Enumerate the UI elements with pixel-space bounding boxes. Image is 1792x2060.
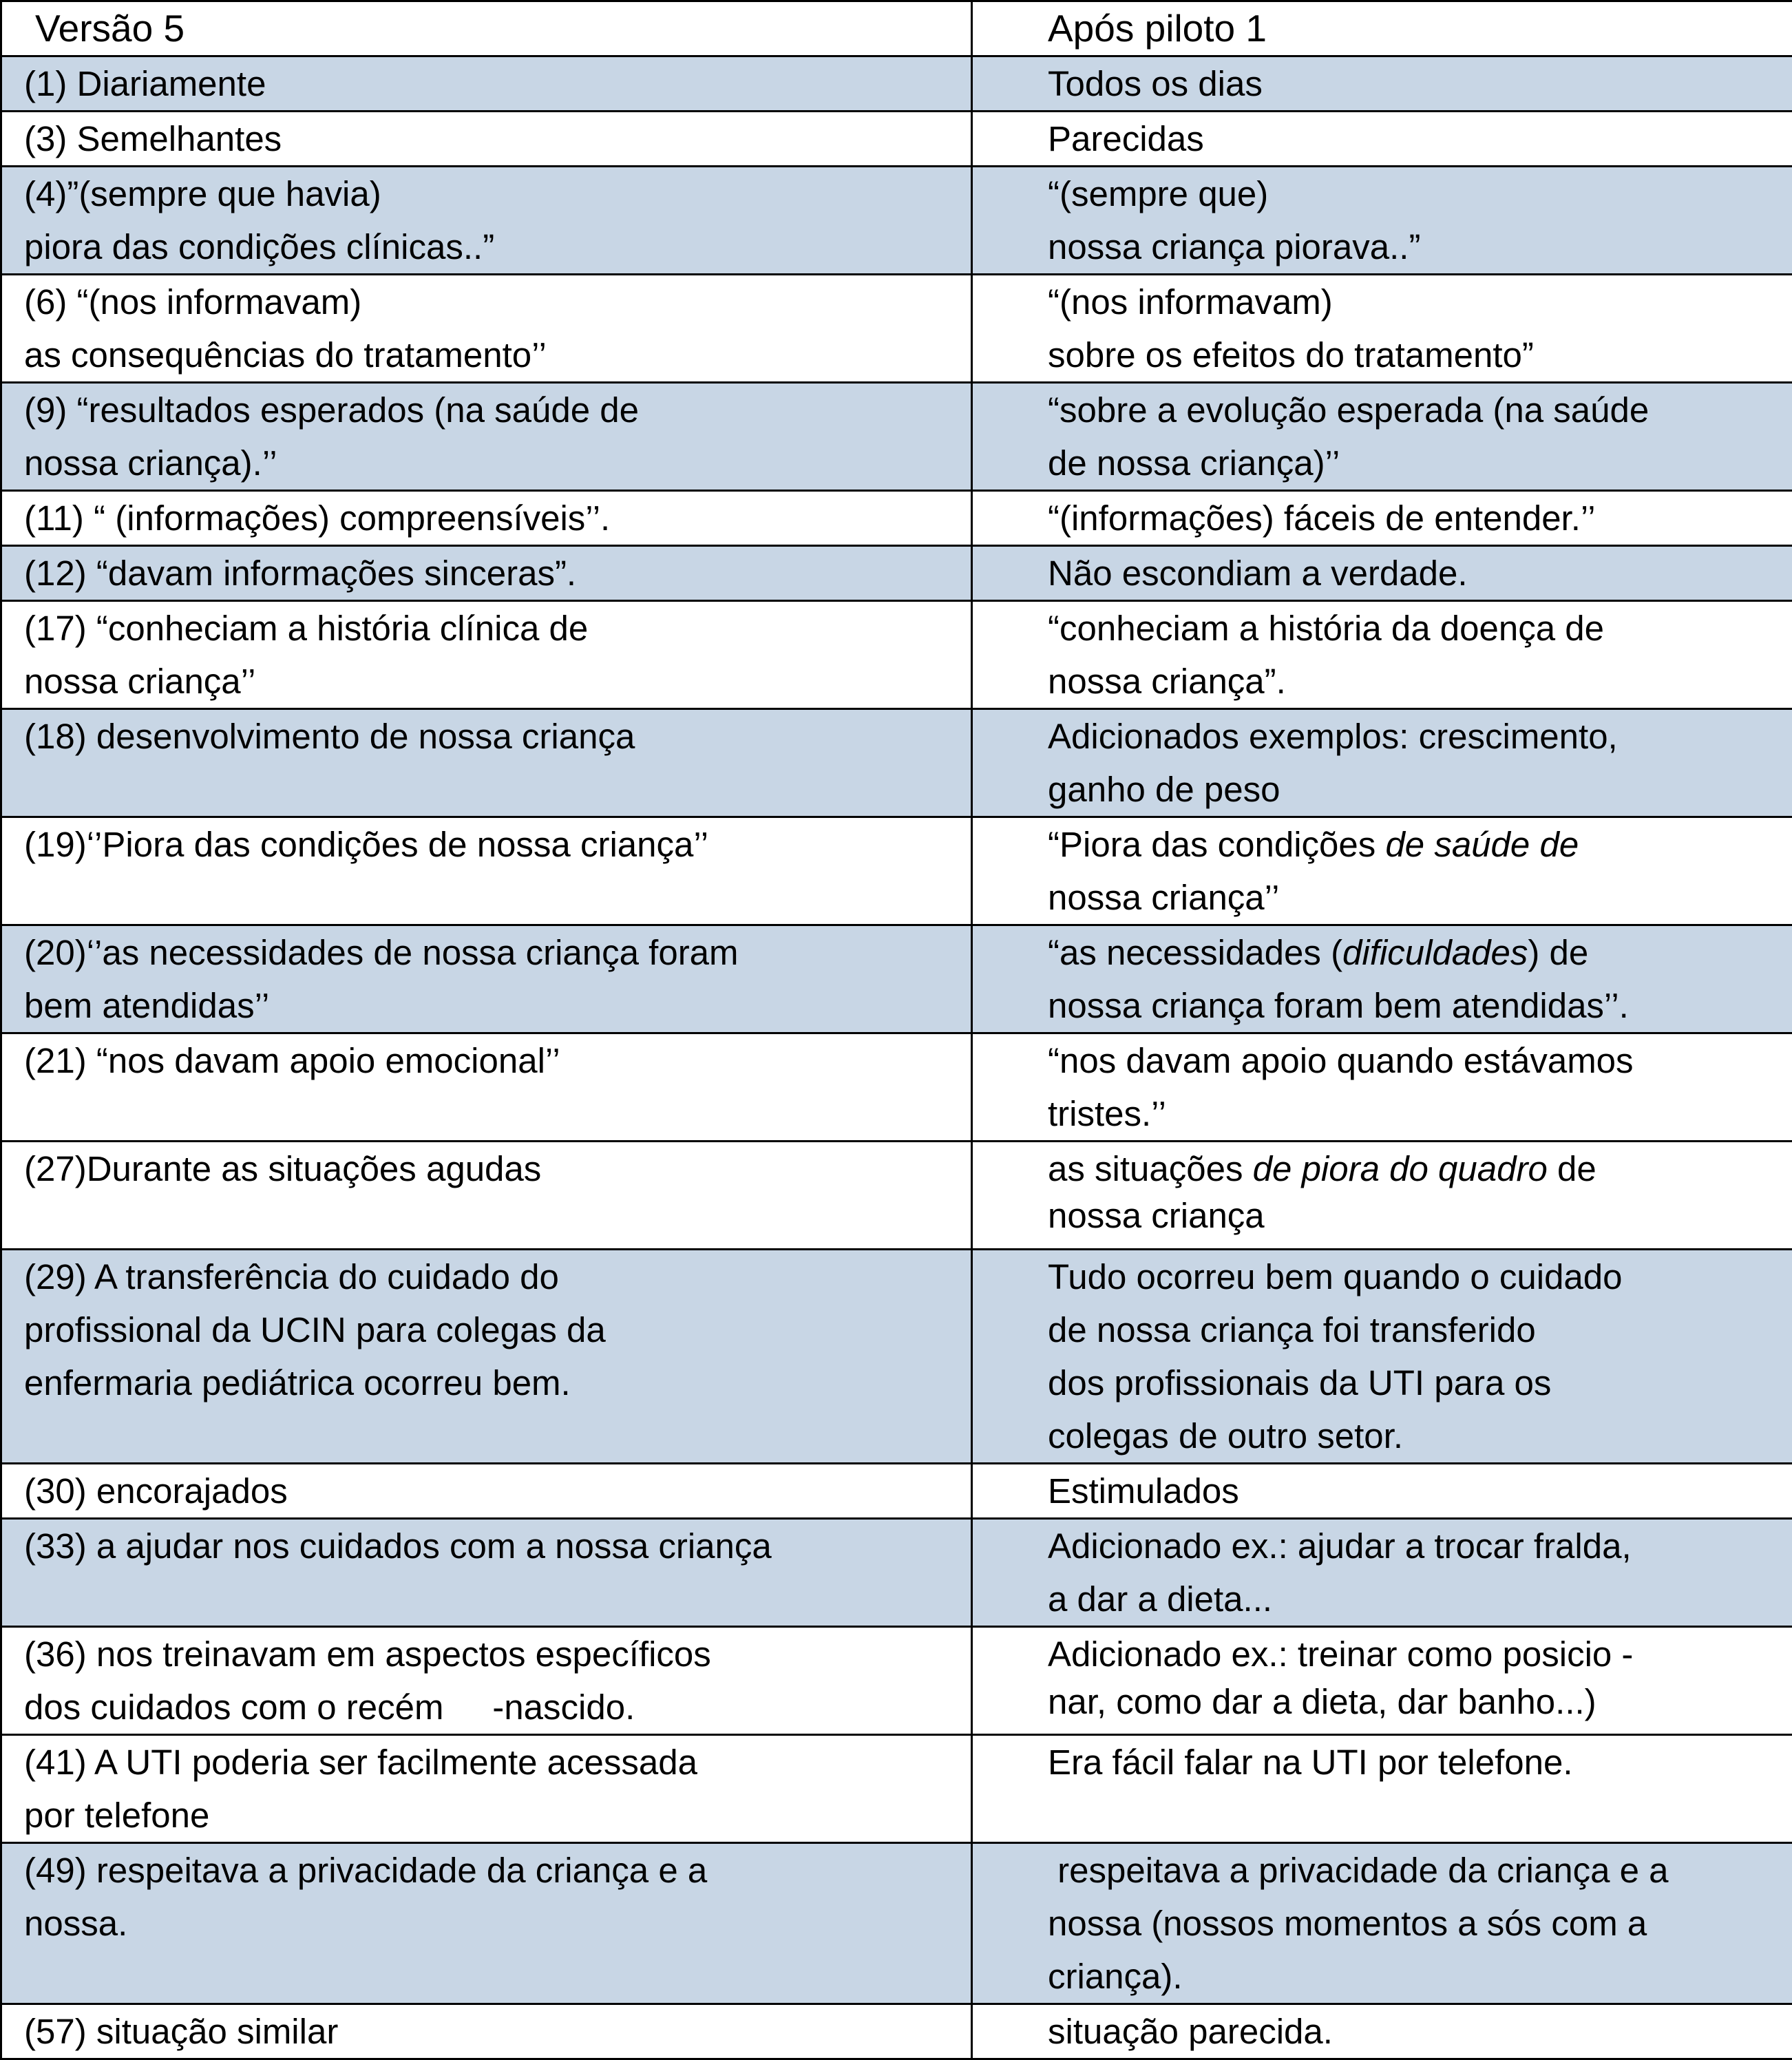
text-run: nossa criança’’ <box>1048 878 1279 917</box>
text-run: “(sempre que) <box>1048 174 1268 213</box>
cell-text <box>1048 655 1785 708</box>
cell-text <box>1048 1897 1785 1950</box>
table-row <box>1 1250 1792 1464</box>
cell-text: (19)‘’Piora das condições de nossa criança’’ <box>24 818 964 871</box>
after-pilot-cell <box>972 2004 1792 2059</box>
after-pilot-cell <box>972 383 1792 491</box>
text-run: dos profissionais da UTI para os <box>1048 1363 1551 1402</box>
table-row <box>1 1033 1792 1142</box>
cell-text: (33) a ajudar nos cuidados com a nossa criança <box>24 1520 964 1573</box>
cell-text <box>1048 1195 1785 1237</box>
text-run: “nos davam apoio quando estávamos <box>1048 1041 1634 1080</box>
table-row <box>1 383 1792 491</box>
after-pilot-cell <box>972 56 1792 112</box>
text-run: “(informações) fáceis de entender.’’ <box>1048 498 1596 538</box>
version-5-cell <box>1 275 972 383</box>
version-5-cell <box>1 1250 972 1464</box>
cell-text <box>1048 871 1785 924</box>
table-row <box>1 817 1792 925</box>
table-row <box>1 546 1792 601</box>
table-row <box>1 112 1792 167</box>
table-row <box>1 925 1792 1033</box>
cell-text <box>1048 1844 1785 1897</box>
cell-text <box>1048 1464 1785 1517</box>
version-5-cell <box>1 1464 972 1519</box>
text-run: de nossa criança)’’ <box>1048 443 1340 483</box>
text-run: nossa criança piorava..” <box>1048 227 1420 266</box>
version-5-cell <box>1 601 972 709</box>
cell-text <box>1048 1142 1785 1195</box>
cell-text: (17) “conheciam a história clínica de <box>24 602 964 655</box>
italic-text-run: de piora do quadro <box>1253 1149 1548 1188</box>
cell-text: (57) situação similar <box>24 2005 964 2058</box>
cell-text <box>1048 547 1785 600</box>
text-run: respeitava a privacidade da criança e a <box>1048 1851 1669 1890</box>
after-pilot-cell <box>972 1627 1792 1735</box>
version-5-cell <box>1 112 972 167</box>
cell-text: (30) encorajados <box>24 1464 964 1517</box>
text-run: Era fácil falar na UTI por telefone. <box>1048 1743 1573 1782</box>
after-pilot-cell <box>972 1033 1792 1142</box>
cell-text: (49) respeitava a privacidade da criança e a <box>24 1844 964 1897</box>
text-run: situação parecida. <box>1048 2012 1333 2051</box>
cell-text <box>1048 492 1785 545</box>
after-pilot-cell <box>972 275 1792 383</box>
text-run: “Piora das condições <box>1048 825 1385 864</box>
version-5-cell <box>1 709 972 817</box>
after-pilot-cell <box>972 1250 1792 1464</box>
cell-text: enfermaria pediátrica ocorreu bem. <box>24 1356 964 1409</box>
after-pilot-cell <box>972 1735 1792 1843</box>
text-run: Adicionado ex.: ajudar a trocar fralda, <box>1048 1526 1632 1566</box>
cell-text <box>1048 1573 1785 1626</box>
after-pilot-cell <box>972 1464 1792 1519</box>
text-run: nossa (nossos momentos a sós com a <box>1048 1904 1647 1943</box>
cell-text <box>1048 437 1785 490</box>
cell-text: nossa criança).’’ <box>24 437 964 490</box>
version-5-cell <box>1 1627 972 1735</box>
cell-text <box>1048 1356 1785 1409</box>
table-row <box>1 1519 1792 1627</box>
version-5-cell <box>1 925 972 1033</box>
cell-text: (29) A transferência do cuidado do <box>24 1250 964 1303</box>
version-5-cell <box>1 1142 972 1250</box>
cell-text: nossa. <box>24 1897 964 1950</box>
cell-text: (36) nos treinavam em aspectos específicos <box>24 1628 964 1681</box>
version-5-cell <box>1 817 972 925</box>
cell-text <box>1048 1950 1785 2003</box>
text-run: nossa criança <box>1048 1196 1265 1235</box>
cell-text: (12) “davam informações sinceras”. <box>24 547 964 600</box>
after-pilot-cell <box>972 817 1792 925</box>
cell-text: (9) “resultados esperados (na saúde de <box>24 383 964 437</box>
cell-text <box>1048 57 1785 110</box>
italic-text-run: de saúde de <box>1385 825 1579 864</box>
cell-text <box>1048 220 1785 273</box>
text-run: Adicionado ex.: treinar como posicio - <box>1048 1635 1633 1674</box>
cell-text <box>1048 818 1785 871</box>
table-row <box>1 1627 1792 1735</box>
cell-text <box>1048 979 1785 1032</box>
cell-text: (11) “ (informações) compreensíveis’’. <box>24 492 964 545</box>
text-run: as situações <box>1048 1149 1253 1188</box>
version-5-cell <box>1 383 972 491</box>
after-pilot-cell <box>972 491 1792 546</box>
cell-text: (4)”(sempre que havia) <box>24 167 964 220</box>
cell-text <box>1048 167 1785 220</box>
cell-text <box>1048 1087 1785 1140</box>
version-5-cell <box>1 1735 972 1843</box>
version-5-cell <box>1 1033 972 1142</box>
cell-text <box>1048 1303 1785 1356</box>
cell-text <box>1048 926 1785 979</box>
version-5-cell <box>1 2004 972 2059</box>
header-row <box>1 1 1792 56</box>
after-pilot-cell <box>972 601 1792 709</box>
header-cell-after-pilot-1: Após piloto 1 <box>972 1 1792 56</box>
version-5-cell <box>1 491 972 546</box>
text-run: “(nos informavam) <box>1048 282 1333 322</box>
cell-text <box>1048 710 1785 763</box>
after-pilot-cell <box>972 167 1792 275</box>
version-5-cell <box>1 1519 972 1627</box>
text-run: nossa criança”. <box>1048 662 1286 701</box>
text-run: Todos os dias <box>1048 64 1263 103</box>
table-row <box>1 56 1792 112</box>
text-run: ) de <box>1528 933 1588 972</box>
after-pilot-cell <box>972 1519 1792 1627</box>
cell-text: (41) A UTI poderia ser facilmente acessada <box>24 1736 964 1789</box>
text-run: sobre os efeitos do tratamento” <box>1048 335 1534 375</box>
text-run: de nossa criança foi transferido <box>1048 1310 1536 1349</box>
text-run: Não escondiam a verdade. <box>1048 554 1468 593</box>
cell-text <box>1048 1520 1785 1573</box>
after-pilot-cell <box>972 112 1792 167</box>
cell-text <box>1048 1736 1785 1789</box>
cell-text: piora das condições clínicas..” <box>24 220 964 273</box>
cell-text <box>1048 1681 1785 1723</box>
cell-text <box>1048 1409 1785 1462</box>
version-5-cell <box>1 167 972 275</box>
text-run: Adicionados exemplos: crescimento, <box>1048 717 1618 756</box>
cell-text: (6) “(nos informavam) <box>24 275 964 328</box>
cell-text: bem atendidas’’ <box>24 979 964 1032</box>
cell-text: (1) Diariamente <box>24 57 964 110</box>
table-row <box>1 709 1792 817</box>
italic-text-run: dificuldades <box>1342 933 1528 972</box>
version-5-cell <box>1 56 972 112</box>
cell-text <box>1048 275 1785 328</box>
text-run: Estimulados <box>1048 1471 1239 1511</box>
cell-text: (27)Durante as situações agudas <box>24 1142 964 1195</box>
cell-text <box>1048 602 1785 655</box>
text-run: “conheciam a história da doença de <box>1048 609 1604 648</box>
text-run: “sobre a evolução esperada (na saúde <box>1048 390 1649 430</box>
cell-text <box>1048 328 1785 381</box>
cell-text <box>1048 1628 1785 1681</box>
table-row <box>1 1142 1792 1250</box>
after-pilot-cell <box>972 1142 1792 1250</box>
text-run: a dar a dieta... <box>1048 1579 1272 1619</box>
cell-text <box>1048 1250 1785 1303</box>
table-row <box>1 1464 1792 1519</box>
text-run: nossa criança foram bem atendidas’’. <box>1048 986 1629 1025</box>
cell-text: por telefone <box>24 1789 964 1842</box>
after-pilot-cell <box>972 709 1792 817</box>
version-5-cell <box>1 546 972 601</box>
after-pilot-cell <box>972 1843 1792 2004</box>
text-run: Tudo ocorreu bem quando o cuidado <box>1048 1257 1623 1296</box>
text-run: tristes.’’ <box>1048 1094 1166 1133</box>
cell-text <box>1048 2005 1785 2058</box>
cell-text: (20)‘’as necessidades de nossa criança foram <box>24 926 964 979</box>
header-cell-version-5: Versão 5 <box>1 1 972 56</box>
text-run: colegas de outro setor. <box>1048 1416 1403 1455</box>
table-row <box>1 275 1792 383</box>
cell-text <box>1048 763 1785 816</box>
text-run: “as necessidades ( <box>1048 933 1342 972</box>
table-row <box>1 491 1792 546</box>
table-row <box>1 1843 1792 2004</box>
text-run: nar, como dar a dieta, dar banho...) <box>1048 1682 1596 1721</box>
after-pilot-cell <box>972 546 1792 601</box>
cell-text: (18) desenvolvimento de nossa criança <box>24 710 964 763</box>
text-run: criança). <box>1048 1957 1183 1996</box>
cell-text: profissional da UCIN para colegas da <box>24 1303 964 1356</box>
table-row <box>1 167 1792 275</box>
text-run: Parecidas <box>1048 119 1204 158</box>
cell-text <box>1048 383 1785 437</box>
cell-text: (3) Semelhantes <box>24 112 964 165</box>
table-row <box>1 601 1792 709</box>
version-5-cell <box>1 1843 972 2004</box>
table-row <box>1 2004 1792 2059</box>
table-row <box>1 1735 1792 1843</box>
text-run: ganho de peso <box>1048 770 1280 809</box>
cell-text <box>1048 1034 1785 1087</box>
text-run: de <box>1548 1149 1596 1188</box>
cell-text: as consequências do tratamento’’ <box>24 328 964 381</box>
cell-text: dos cuidados com o recém -nascido. <box>24 1681 964 1734</box>
after-pilot-cell <box>972 925 1792 1033</box>
cell-text: (21) “nos davam apoio emocional’’ <box>24 1034 964 1087</box>
cell-text <box>1048 112 1785 165</box>
cell-text: nossa criança’’ <box>24 655 964 708</box>
